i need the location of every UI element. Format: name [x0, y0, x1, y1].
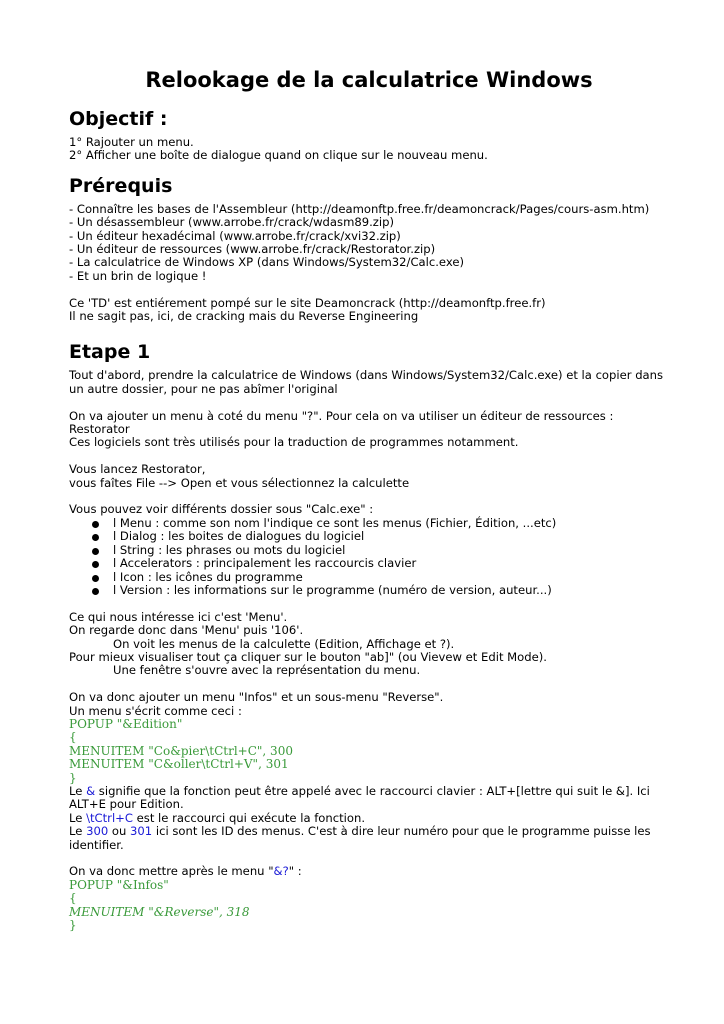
prerequis-note: Il ne sagit pas, ici, de cracking mais du Reverse Engineering [69, 309, 419, 324]
visualize-line: Pour mieux visualiser tout ça cliquer sur le bouton "ab]" (ou Vievew et Edit Mode). [69, 649, 547, 664]
written-as-line: Un menu s'écrit comme ceci : [69, 703, 242, 718]
etape1-menu-para: On va ajouter un menu à coté du menu "?". Pour cela on va utiliser un éditeur de ressources : Restorator [69, 408, 614, 437]
folders-list [69, 517, 669, 597]
section-heading-prerequis: Prérequis [69, 174, 173, 197]
etape1-intro: un autre dossier, pour ne pas abîmer l'original [69, 381, 338, 396]
bullet-icon [92, 534, 99, 541]
prerequis-line: - Un désassembleur (www.arrobe.fr/crack/wdasm89.zip) [69, 215, 394, 230]
code-line: MENUITEM "&Reverse", 318 [69, 904, 250, 919]
code-line: MENUITEM "Co&pier\tCtrl+C", 300 [69, 743, 293, 758]
prerequis-line: - Connaître les bases de l'Assembleur (http://deamonftp.free.fr/deamoncrack/Pages/cours-asm.htm) [69, 201, 650, 216]
code-line: POPUP "&Edition" [69, 716, 183, 731]
prerequis-line: - Un éditeur hexadécimal (www.arrobe.fr/crack/xvi32.zip) [69, 228, 401, 243]
prerequis-line: - Un éditeur de ressources (www.arrobe.fr/crack/Restorator.zip) [69, 242, 436, 257]
bullet-icon [92, 521, 99, 528]
inline-code-token: \tCtrl+C [86, 810, 133, 825]
bullet-icon [92, 588, 99, 595]
after-menu-line: On va donc mettre après le menu "&?" : [69, 864, 302, 879]
look-line: On regarde donc dans 'Menu' puis '106'. [69, 623, 304, 638]
bullet-icon [92, 561, 99, 568]
etape1-intro: Tout d'abord, prendre la calculatrice de Windows (dans Windows/System32/Calc.exe) et la copier dans [69, 368, 664, 383]
ids-explanation: Le 300 ou 301 ici sont les ID des menus. C'est à dire leur numéro pour que le programme puisse les [69, 824, 651, 839]
objectif-line: 1° Rajouter un menu. [69, 135, 194, 149]
folders-intro: Vous pouvez voir différents dossier sous "Calc.exe" : [69, 502, 374, 517]
document-page [69, 66, 669, 932]
code-line: { [69, 891, 77, 906]
inline-code-token: 300 [86, 824, 109, 839]
list-item: l Menu : comme son nom l'indique ce sont les menus (Fichier, Édition, ...etc) [69, 517, 669, 530]
list-item: l String : les phrases ou mots du logiciel [69, 544, 669, 557]
ampersand-explanation-2: ALT+E pour Edition. [69, 797, 184, 812]
ampersand-explanation: Le & signifie que la fonction peut être appelé avec le raccourci clavier : ALT+[lettre qui suit le &]. Ici [69, 783, 650, 798]
window-opens-line: Une fenêtre s'ouvre avec la représentation du menu. [113, 663, 421, 678]
code-line: POPUP "&Infos" [69, 877, 169, 892]
add-menu-line: On va donc ajouter un menu "Infos" et un sous-menu "Reverse". [69, 690, 444, 705]
code-line: } [69, 770, 77, 785]
tctrl-explanation: Le \tCtrl+C est le raccourci qui exécute la fonction. [69, 810, 366, 825]
code-line: { [69, 730, 77, 745]
prerequis-line: - La calculatrice de Windows XP (dans Windows/System32/Calc.exe) [69, 255, 465, 270]
code-line: MENUITEM "C&oller\tCtrl+V", 301 [69, 757, 289, 772]
section-heading-objectif: Objectif : [69, 108, 168, 130]
etape1-launch: Vous lancez Restorator, [69, 462, 206, 477]
inline-code-token: 301 [130, 824, 153, 839]
bullet-icon [92, 548, 99, 555]
code-line: } [69, 918, 77, 933]
inline-code-token: & [86, 783, 96, 798]
ids-explanation-2: identifier. [69, 837, 124, 852]
list-item: l Icon : les icônes du programme [69, 571, 669, 584]
document-title: Relookage de la calculatrice Windows [145, 68, 593, 92]
bullet-icon [92, 575, 99, 582]
prerequis-line: - Et un brin de logique ! [69, 268, 207, 283]
list-item: l Accelerators : principalement les raccourcis clavier [69, 557, 669, 570]
etape1-menu-para: Ces logiciels sont très utilisés pour la traduction de programmes notamment. [69, 435, 519, 450]
prerequis-note: Ce 'TD' est entiérement pompé sur le site Deamoncrack (http://deamonftp.free.fr) [69, 295, 546, 310]
objectif-line: 2° Afficher une boîte de dialogue quand on clique sur le nouveau menu. [69, 148, 488, 163]
section-heading-etape1: Etape 1 [69, 341, 151, 364]
see-menus-line: On voit les menus de la calculette (Edition, Affichage et ?). [113, 636, 455, 651]
interest-line: Ce qui nous intéresse ici c'est 'Menu'. [69, 609, 288, 624]
etape1-launch: vous faîtes File --> Open et vous sélectionnez la calculette [69, 475, 410, 490]
inline-code-token: &? [273, 864, 289, 879]
list-item: l Dialog : les boites de dialogues du logiciel [69, 530, 669, 543]
list-item: l Version : les informations sur le programme (numéro de version, auteur...) [69, 584, 669, 597]
